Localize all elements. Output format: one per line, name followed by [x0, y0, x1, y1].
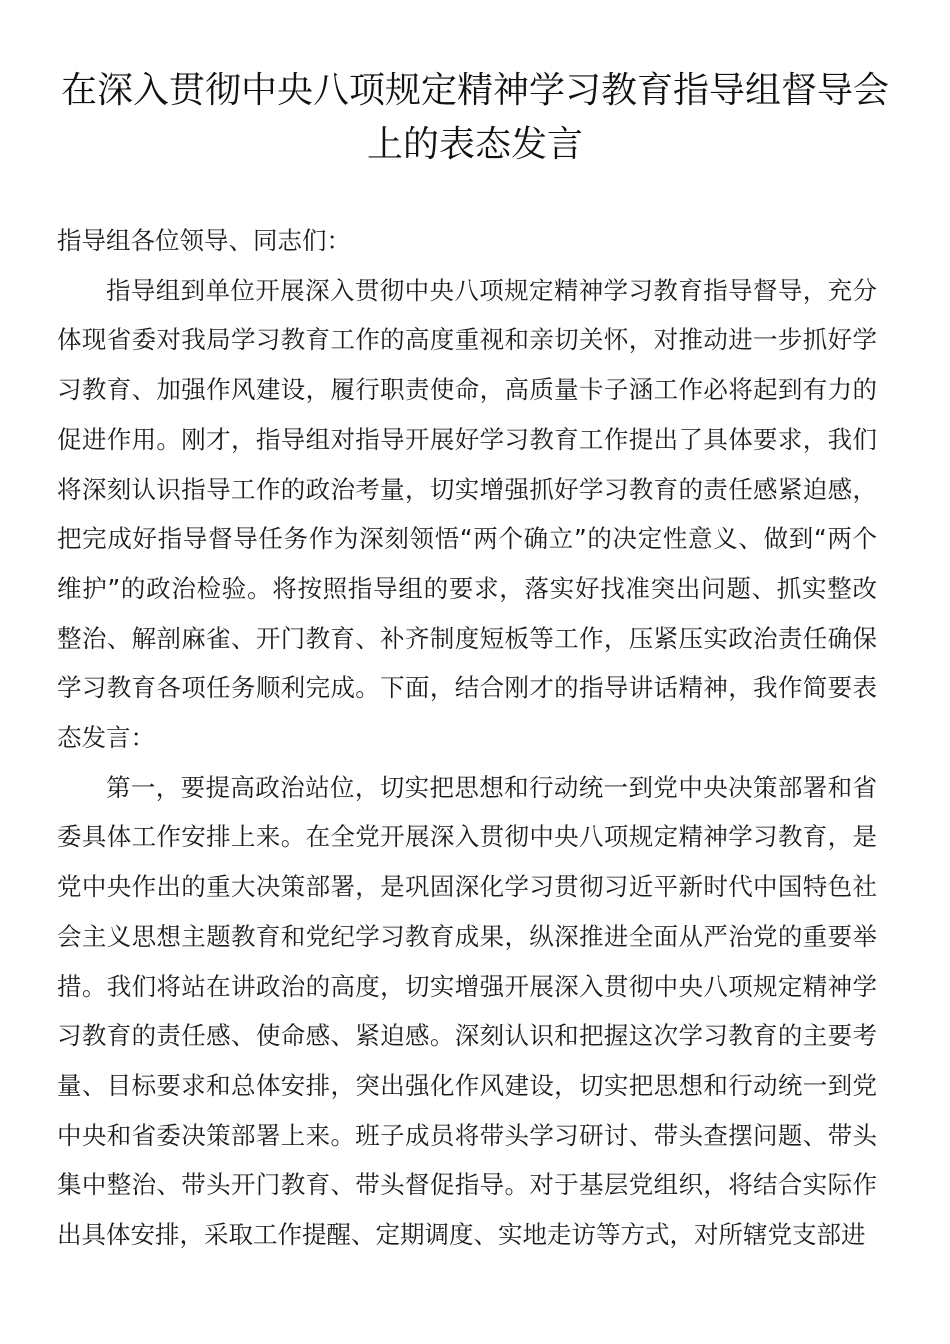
paragraph-intro: 指导组到单位开展深入贯彻中央八项规定精神学习教育指导督导，充分体现省委对我局学习教育工作的高度重视和亲切关怀，对推动进一步抓好学习教育、加强作风建设，履行职责使命，高质量卡子涵工作必将起到有力的促进作用。刚才，指导组对指导开展好学习教育工作提出了具体要求，我们将深刻认识指导工作的政治考量，切实增强抓好学习教育的责任感紧迫感，把完成好指导督导任务作为深刻领悟“两个确立”的决定性意义、做到“两个维护”的政治检验。将按照指导组的要求，落实好找准突出问题、抓实整改整治、解剖麻雀、开门教育、补齐制度短板等工作，压紧压实政治责任确保学习教育各项任务顺利完成。下面，结合刚才的指导讲话精神，我作简要表态发言： — [57, 275, 877, 753]
document-body — [57, 216, 877, 1260]
paragraph-point-one: 第一，要提高政治站位，切实把思想和行动统一到党中央决策部署和省委具体工作安排上来。在全党开展深入贯彻中央八项规定精神学习教育，是党中央作出的重大决策部署，是巩固深化学习贯彻习近平新时代中国特色社会主义思想主题教育和党纪学习教育成果，纵深推进全面从严治党的重要举措。我们将站在讲政治的高度，切实增强开展深入贯彻中央八项规定精神学习教育的责任感、使命感、紧迫感。深刻认识和把握这次学习教育的主要考量、目标要求和总体安排，突出强化作风建设，切实把思想和行动统一到党中央和省委决策部署上来。班子成员将带头学习研讨、带头查摆问题、带头集中整治、带头开门教育、带头督促指导。对于基层党组织，将结合实际作出具体安排，采取工作提醒、定期调度、实地走访等方式，对所辖党支部进 — [57, 772, 877, 1250]
salutation: 指导组各位领导、同志们： — [57, 226, 351, 255]
document-title: 在深入贯彻中央八项规定精神学习教育指导组督导会上的表态发言 — [60, 70, 889, 165]
